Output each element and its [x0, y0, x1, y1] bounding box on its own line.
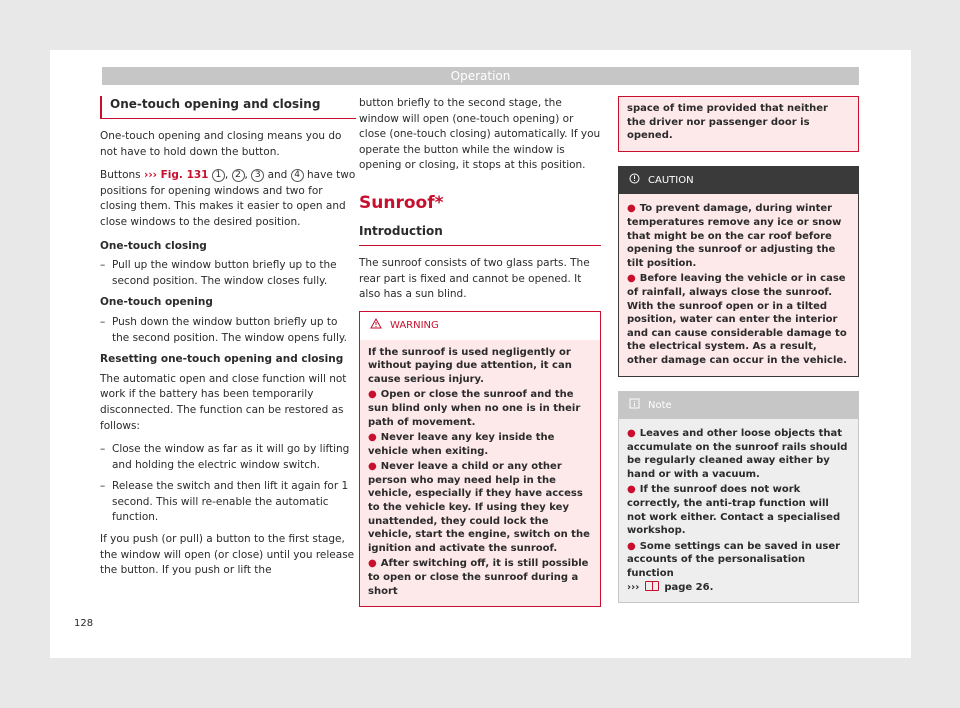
sunroof-title: Sunroof*: [359, 192, 444, 213]
caution-box: [618, 166, 859, 377]
warning-bullet-text: Never leave any key inside the vehicle when exiting.: [368, 432, 555, 457]
note-bullet: [627, 427, 850, 481]
note-bullet-text: Some settings can be saved in user accounts of the personalisation function: [627, 540, 841, 580]
warning-body: [360, 340, 600, 607]
caution-header: [619, 167, 858, 195]
warning-lead: If the sunroof is used negligently or without paying due attention, it can cause serious injury.: [368, 346, 572, 385]
warning-bullet: [368, 431, 592, 458]
final-text: If you push (or pull) a button to the first stage, the window will open (or close) until you release the button. If you push or lift the: [100, 533, 355, 577]
link-arrows: ›››: [627, 581, 640, 593]
list-item: [100, 315, 356, 346]
opening-item: Push down the window button briefly up to the second position. The window opens fully.: [112, 315, 347, 344]
reset-item-2: Release the switch and then lift it again for 1 second. This will re-enable the automatic function.: [112, 480, 349, 524]
note-bullet-text: Leaves and other loose objects that accumulate on the sunroof rails should be regularly cleaned away either by hand or with a vacuum.: [627, 428, 848, 480]
link-page: page 26.: [664, 581, 714, 593]
dash: –: [100, 315, 106, 328]
warning-continued-box: [618, 96, 859, 152]
info-circle-icon: [629, 173, 640, 189]
bullet-dot: ●: [627, 273, 636, 285]
column-1: [100, 96, 356, 587]
book-icon: [645, 581, 659, 591]
section-title: One-touch opening and closing: [100, 96, 356, 119]
warning-bullet-text: Never leave a child or any other person who may need help in the vehicle, especially if they have access to the vehicle key. If using they key unattended, they could lock the vehicle, start the engine, switch on the ignition and activate the sunroof.: [368, 461, 590, 554]
figure-link[interactable]: ››› Fig. 131: [144, 169, 209, 182]
warning-box: [359, 311, 601, 607]
caution-label: CAUTION: [648, 174, 694, 186]
note-box: [618, 391, 859, 604]
header-title: Operation: [450, 69, 511, 83]
caution-bullet-text: Before leaving the vehicle or in case of rainfall, always close the sunroof. With the sunroof open or in a tilted position, water can enter the interior and can cause considerable damage to the electrical system. As a result, other damage can occur in the vehicle.: [627, 273, 847, 366]
warning-label: WARNING: [390, 319, 439, 331]
note-bullet: [627, 540, 850, 594]
intro-text: The sunroof consists of two glass parts. The rear part is fixed and cannot be opened. It also has a sun blind.: [359, 257, 590, 301]
warning-bullet-text: Open or close the sunroof and the sun blind only when no one is in their path of movement.: [368, 389, 581, 428]
introduction-heading: Introduction: [359, 224, 601, 247]
header-bar: [102, 67, 859, 85]
comma: ,: [244, 169, 248, 182]
warning-bullet-text: After switching off, it is still possible to open or close the sunroof during a short: [368, 558, 589, 597]
reset-item-1: Close the window as far as it will go by lifting and holding the electric window switch.: [112, 443, 350, 471]
caution-bullet: [627, 202, 850, 270]
page-link[interactable]: [627, 582, 713, 593]
list-item: [100, 442, 356, 473]
button-marker-4: 4: [291, 169, 304, 182]
caution-bullet-text: To prevent damage, during winter temperatures remove any ice or snow that might be on the car roof before opening the sunroof or adjusting the tilt position.: [627, 203, 842, 269]
button-marker-3: 3: [251, 169, 264, 182]
buttons-prefix: Buttons: [100, 169, 141, 182]
warning-bullet: [368, 557, 592, 598]
note-bullet: [627, 483, 850, 537]
continued-text: button briefly to the second stage, the window will open (one-touch opening) or close (one-touch closing) automatically. If you operate the button while the window is opening or closing, it stops at this position.: [359, 97, 601, 172]
opening-heading: One-touch opening: [100, 296, 213, 309]
reset-text: The automatic open and close function will not work if the battery has been temporarily disconnected. The function can be restored as follows:: [100, 372, 347, 432]
note-body: [619, 419, 858, 602]
closing-item: Pull up the window button briefly up to the second position. The window closes fully.: [112, 259, 337, 287]
note-label: Note: [648, 399, 672, 411]
caution-bullet: [627, 272, 850, 367]
bullet-dot: ●: [368, 389, 377, 401]
note-icon: [629, 398, 640, 414]
note-bullet-text: If the sunroof does not work correctly, the anti-trap function will not work either. Contact a specialised workshop.: [627, 484, 841, 537]
column-3: [618, 96, 859, 617]
warning-header: [360, 312, 600, 340]
buttons-paragraph: [100, 168, 356, 230]
dash: –: [100, 259, 106, 272]
column-2: [359, 96, 601, 621]
caution-body: [619, 194, 858, 375]
closing-heading: One-touch closing: [100, 239, 207, 252]
buttons-suffix: have two positions for opening windows and two for closing them. This makes it easier to open and close windows to the desired position.: [100, 169, 356, 228]
intro-paragraph: One-touch opening and closing means you do not have to hold down the button.: [100, 130, 342, 158]
dash: –: [100, 443, 106, 456]
warning-bullet: [368, 460, 592, 555]
button-marker-2: 2: [232, 169, 245, 182]
note-header: [619, 392, 858, 420]
list-item: [100, 479, 356, 526]
comma: ,: [224, 169, 229, 182]
dash: –: [100, 480, 106, 493]
bullet-dot: ●: [627, 540, 636, 552]
bullet-dot: ●: [627, 484, 636, 496]
bullet-dot: ●: [368, 432, 377, 444]
page-number: 128: [74, 618, 94, 629]
button-marker-1: 1: [212, 169, 225, 182]
reset-heading: Resetting one-touch opening and closing: [100, 353, 344, 366]
warning-triangle-icon: [370, 318, 382, 334]
warning-bullet: [368, 388, 592, 429]
bullet-dot: ●: [627, 428, 636, 440]
and-text: and: [267, 169, 288, 182]
warning-continued-body: space of time provided that neither the driver nor passenger door is opened.: [619, 97, 858, 151]
bullet-dot: ●: [627, 203, 636, 215]
bullet-dot: ●: [368, 461, 377, 473]
list-item: [100, 258, 356, 289]
bullet-dot: ●: [368, 558, 377, 570]
